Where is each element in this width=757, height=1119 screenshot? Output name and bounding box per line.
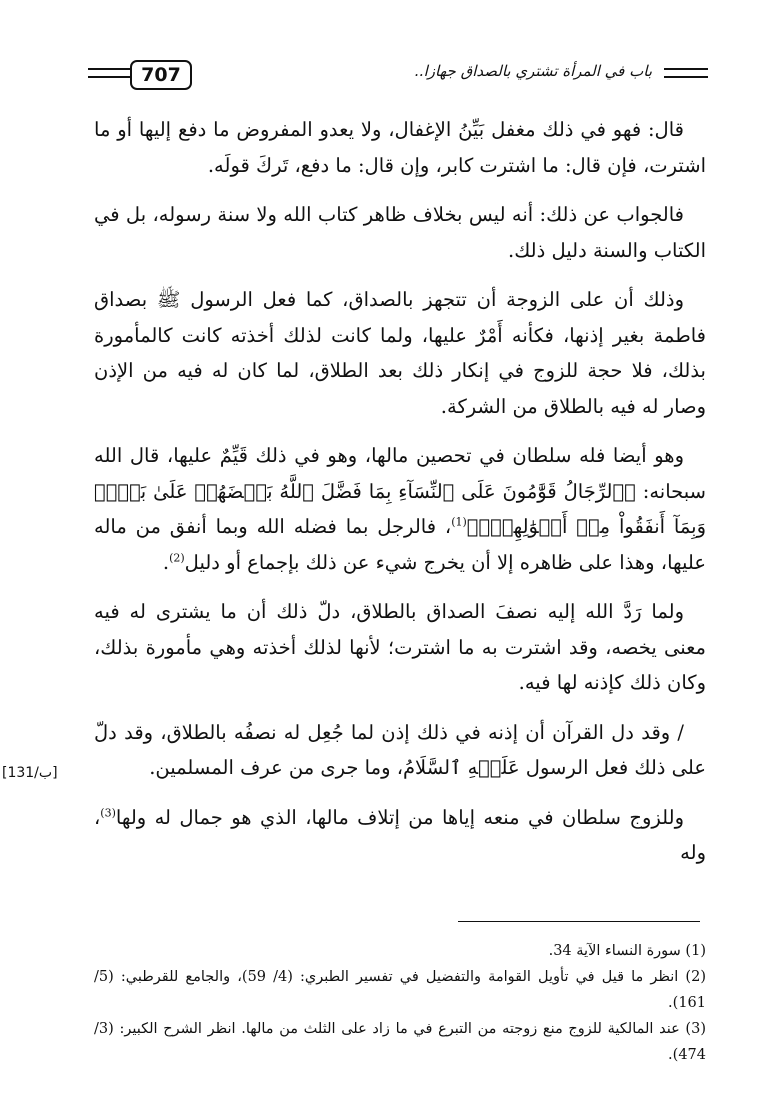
footnotes [94, 938, 706, 1068]
paragraph-7-end: ، وله [94, 805, 706, 864]
paragraph-7 [94, 800, 706, 871]
paragraph-7-text: وللزوج سلطان في منعه إياها من إتلاف مالها، الذي هو جمال له ولها [115, 805, 684, 829]
footnote-ref-1: (1) [451, 515, 467, 529]
paragraph-5: ولما رَدَّ الله إليه نصفَ الصداق بالطلاق، دلّ ذلك أن ما يشترى له فيه معنى يخصه، وقد اشترت به ما اشترت؛ لأنها لذلك أخذته وهي مأمورة بذلك، وكان ذلك كإذنه لها فيه. [94, 600, 706, 694]
page-header [88, 58, 708, 94]
footnote-3: (3) عند المالكية للزوج منع زوجته من التبرع في ما زاد على الثلث من مالها. انظر الشرح الكبير: (3/ 474). [94, 1021, 706, 1063]
page-number: 707 [130, 60, 192, 90]
paragraph-4 [94, 438, 706, 580]
paragraph-1: قال: فهو في ذلك مغفل بَيِّنُ الإغفال، ولا يعدو المفروض ما دفع إليها أو ما اشترت، فإن قال: ما اشترت كابر، وإن قال: ما دفع، تَركَ قولَه. [94, 118, 706, 177]
paragraph-3: وذلك أن على الزوجة أن تتجهز بالصداق، كما فعل الرسول ﷺ بصداق فاطمة بغير إذنها، فكأنه أَمْرٌ عليها، ولما كانت لذلك أخذته كانت كالمأمورة بذلك، فلا حجة للزوج في إنكار ذلك بعد الطلاق، لما كان له فيه من الإذن وصار له فيه بالطلاق من الشركة. [94, 288, 706, 418]
main-text [94, 112, 706, 885]
footnote-ref-3: (3) [100, 806, 116, 819]
paragraph-4-intro: وهو أيضا فله سلطان في تحصين مالها، وهو في ذلك قَيِّمٌ عليها، قال الله سبحانه: [94, 444, 706, 503]
running-title: باب في المرأة تشتري بالصداق جهازا.. [414, 62, 652, 80]
footnote-ref-2: (2) [169, 551, 185, 564]
paragraph-4-continuation: ، فالرجل بما فضله الله وبما أنفق من ماله عليها، وهذا على ظاهره إلا أن يخرج شيء عن ذلك بإجماع أو دليل [94, 515, 706, 574]
footnote-separator [458, 921, 700, 922]
header-rule-left [88, 68, 132, 78]
margin-folio-note: [131/ب] [2, 765, 58, 781]
paragraph-4-end: . [162, 550, 170, 574]
paragraph-2: فالجواب عن ذلك: أنه ليس بخلاف ظاهر كتاب الله ولا سنة رسوله، بل في الكتاب والسنة دليل ذلك. [94, 203, 706, 262]
quran-verse: ﴿ٱلرِّجَالُ قَوَّٰمُونَ عَلَى ٱلنِّسَآءِ بِمَا فَضَّلَ ٱللَّهُ بَعۡضَهُمۡ عَلَىٰ بَعۡضٖ وَبِمَآ أَنفَقُواْ مِنۡ أَمۡوَٰلِهِمۡۚ﴾ [94, 479, 706, 538]
footnote-1: (1) سورة النساء الآية 34. [548, 943, 706, 959]
paragraph-6: / وقد دل القرآن أن إذنه في ذلك إذن لما جُعِل له نصفُه بالطلاق، وقد دلّ على ذلك فعل الرسول عَلَيۡهِ ٱلسَّلَامُ، وما جرى من عرف المسلمين. [94, 720, 706, 779]
footnote-2: (2) انظر ما قيل في تأويل القوامة والتفضيل في تفسير الطبري: (4/ 59)، والجامع للقرطبي: (5/ 161). [94, 969, 706, 1011]
header-rule-right [664, 68, 708, 78]
